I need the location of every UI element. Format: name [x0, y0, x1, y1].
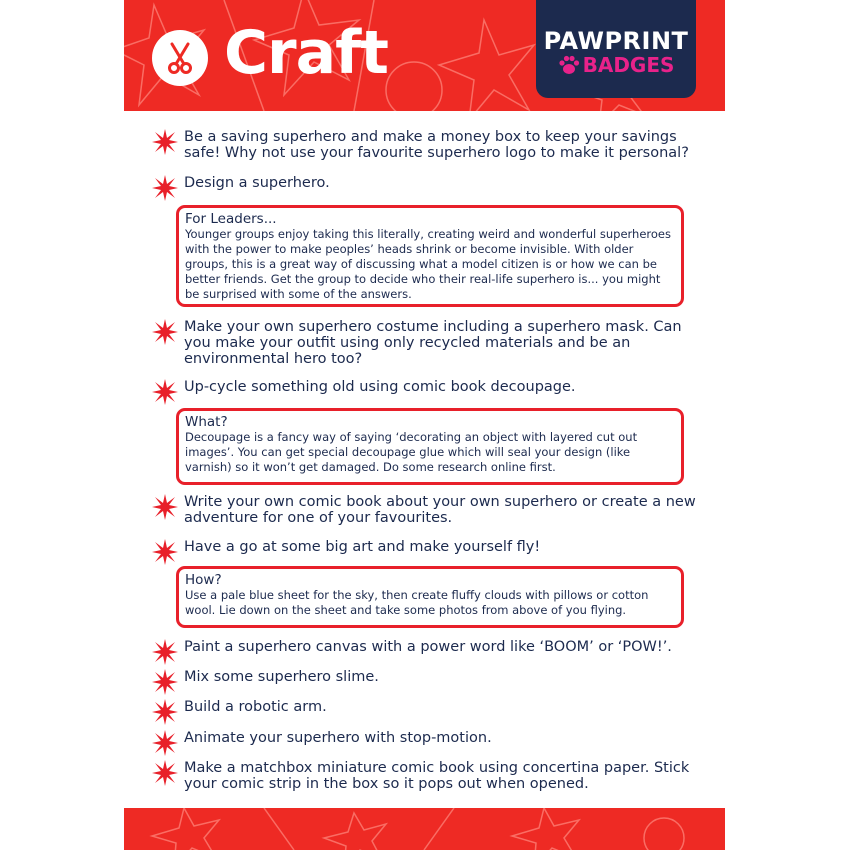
item-text: Make a matchbox miniature comic book using concertina paper. Stick your comic strip in the box so it pops out when opened. — [184, 760, 690, 792]
box-title: What? — [185, 414, 228, 430]
logo-bottom-row — [536, 54, 696, 76]
pawprint-badges-logo — [536, 0, 696, 98]
burst-bullet-icon — [152, 539, 178, 565]
item-text: Be a saving superhero and make a money box to keep your savings safe! Why not use your favourite superhero logo to make it personal? — [184, 129, 689, 161]
header-banner — [124, 0, 725, 111]
burst-bullet-icon — [152, 319, 178, 345]
box-text: Use a pale blue sheet for the sky, then create fluffy clouds with pillows or cotton wool. Lie down on the sheet and take some photos from above of you flying. — [185, 588, 649, 617]
burst-bullet-icon — [152, 129, 178, 155]
burst-bullet-icon — [152, 639, 178, 665]
item-text: Animate your superhero with stop-motion. — [184, 730, 492, 746]
item-text: Mix some superhero slime. — [184, 669, 379, 685]
burst-bullet-icon — [152, 730, 178, 756]
logo-top-text: PAWPRINT — [543, 27, 689, 55]
info-box-for-leaders — [176, 205, 684, 307]
scissors-icon — [162, 40, 198, 76]
item-text: Write your own comic book about your own superhero or create a new adventure for one of your favourites. — [184, 494, 696, 526]
page — [124, 0, 725, 850]
page-title: Craft — [224, 18, 388, 88]
item-text: Build a robotic arm. — [184, 699, 327, 715]
burst-bullet-icon — [152, 175, 178, 201]
item-text: Up-cycle something old using comic book decoupage. — [184, 379, 576, 395]
footer-banner — [124, 808, 725, 850]
scissors-icon-badge — [152, 30, 208, 86]
info-box-how — [176, 566, 684, 628]
item-text: Paint a superhero canvas with a power word like ‘BOOM’ or ‘POW!’. — [184, 639, 672, 655]
box-text: Decoupage is a fancy way of saying ‘decorating an object with layered cut out images’. You can get special decoupage glue which will seal your design (like varnish) so it won’t get damaged. Do some research online first. — [185, 430, 638, 474]
burst-bullet-icon — [152, 494, 178, 520]
burst-bullet-icon — [152, 669, 178, 695]
paw-icon — [558, 55, 580, 75]
logo-bottom-text: BADGES — [582, 53, 675, 77]
burst-bullet-icon — [152, 699, 178, 725]
item-text: Make your own superhero costume including a superhero mask. Can you make your outfit using only recycled materials and be an environmental hero too? — [184, 319, 682, 367]
box-title: For Leaders... — [185, 211, 277, 227]
box-title: How? — [185, 572, 222, 588]
burst-bullet-icon — [152, 379, 178, 405]
info-box-what — [176, 408, 684, 485]
burst-bullet-icon — [152, 760, 178, 786]
star-pattern-decoration — [124, 808, 725, 850]
item-text: Design a superhero. — [184, 175, 330, 191]
item-text: Have a go at some big art and make yourself fly! — [184, 539, 541, 555]
box-text: Younger groups enjoy taking this literally, creating weird and wonderful superheroes with the power to make peoples’ heads shrink or become invisible. With older groups, this is a great way of discussing what a model citizen is or how we can be better friends. Get the group to decide who their real-life superhero is... you might be surprised with some of the answers. — [185, 227, 671, 301]
